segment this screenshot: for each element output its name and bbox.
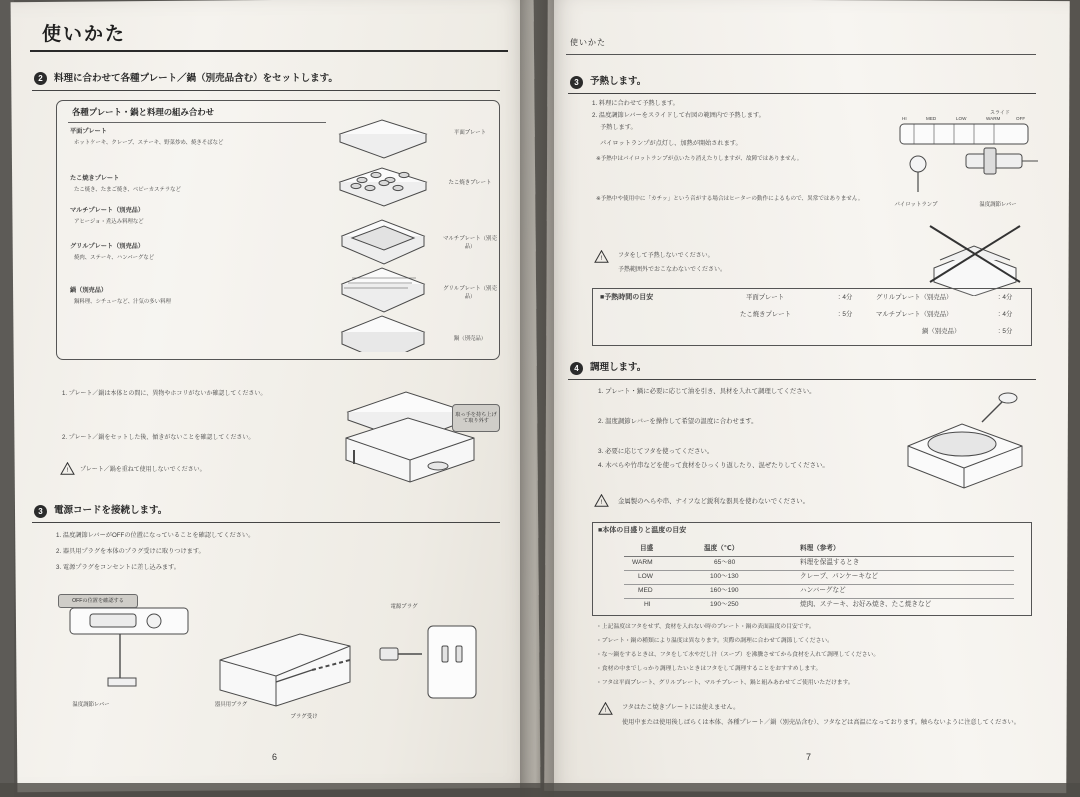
svg-text:WARM: WARM — [986, 116, 1001, 121]
preheat-row-0-item2: グリルプレート（別売品） — [876, 294, 953, 301]
temp-row-0-dish: 料理を保温するとき — [800, 559, 860, 566]
step-3-marker: 3 — [34, 505, 47, 518]
temp-col-2: 料理（参考） — [800, 545, 840, 552]
temp-row-2-dish: ハンバーグなど — [800, 587, 846, 594]
preheat-line-0: 1. 料理に合わせて予熱します。 — [592, 100, 679, 107]
step-cook-heading: 調理します。 — [590, 362, 647, 373]
panel-title: 各種プレート・鍋と料理の組み合わせ — [72, 107, 215, 117]
warning-icon-cook — [594, 494, 609, 507]
preheat-row-1-time2: ：4分 — [996, 311, 1013, 318]
step-cook-marker: 4 — [570, 362, 583, 375]
cook-line-1: 2. 温度調節レバーを操作して希望の温度に合わせます。 — [598, 418, 758, 425]
step-3-line-2: 3. 電源プラグをコンセントに差し込みます。 — [56, 564, 180, 571]
preheat-row-1-item2: マルチプレート（別売品） — [876, 311, 953, 318]
cook-footnote-3: ・食材の中までしっかり調理したいときはフタをして調理することをおすすめします。 — [596, 666, 822, 672]
plate-item-0-name: 平面プレート — [70, 128, 107, 135]
temp-row-2-scale: MED — [638, 587, 653, 594]
plate-item-4-desc: 鍋料理、シチューなど、汁気の多い料理 — [74, 299, 171, 305]
preheat-table-title: ■予熱時間の目安 — [600, 294, 654, 301]
cook-footnote-4: ・フタは平面プレート、グリルプレート、マルチプレート、鍋と組みあわせてご使用いただけます。 — [596, 680, 854, 686]
cook-footnote-0: ・上記温度はフタをせず、食材を入れない時のプレート・鍋の表面温度の目安です。 — [596, 624, 815, 630]
step-2-rule — [32, 90, 500, 91]
svg-text:!: ! — [600, 255, 603, 263]
warning-icon-preheat — [594, 250, 609, 263]
temp-row-0-rule — [624, 570, 1014, 571]
left-page-header: 使いかた — [42, 24, 127, 45]
step-cook-rule — [568, 379, 1036, 380]
temp-row-1-rule — [624, 584, 1014, 585]
illus-label-0: 平面プレート — [453, 130, 487, 136]
cook-line-0: 1. プレート・鍋に必要に応じて油を引き、具材を入れて調理してください。 — [598, 388, 816, 395]
temp-row-2-temp: 160〜190 — [710, 587, 739, 594]
svg-text:LOW: LOW — [956, 116, 967, 121]
cook-line-3: 4. 木べらや竹串などを使って食材をひっくり返したり、混ぜたりしてください。 — [598, 462, 829, 469]
svg-text:スライド: スライド — [990, 110, 1010, 116]
step-2-marker: 2 — [34, 72, 47, 85]
step-3-rule — [32, 522, 500, 523]
step-preheat-heading: 予熱します。 — [590, 76, 647, 87]
warning-icon-hot-surface — [598, 702, 613, 715]
preheat-row-0-item: 平面プレート — [746, 294, 785, 301]
temp-row-3-scale: HI — [644, 601, 651, 608]
preheat-line-4: ※予熱中や使用中に「カチッ」という音がする場合はヒーターの動作によるもので、異常ではありません。 — [596, 196, 864, 202]
preheat-row-1-time: ：5分 — [836, 311, 853, 318]
illus-label-2: マルチプレート（別売品） — [443, 236, 497, 250]
svg-text:!: ! — [600, 499, 603, 507]
plate-item-2-name: マルチプレート（別売品） — [70, 207, 145, 214]
preheat-line-1b: 予熱します。 — [600, 124, 637, 131]
plate-item-1-desc: たこ焼き、たまご焼き、ベビーカステラなど — [74, 187, 181, 193]
label-temp-lever: 温度調節レバー — [72, 702, 110, 708]
temp-head-rule — [624, 556, 1014, 557]
plate-item-3-desc: 焼肉、ステーキ、ハンバーグなど — [74, 255, 155, 261]
preheat-line-1: 2. 温度調節レバーをスライドして右図の範囲内で予熱します。 — [592, 112, 765, 119]
cook-caution2-0: フタはたこ焼きプレートには使えません。 — [622, 704, 740, 711]
preheat-row-2-time2: ：5分 — [996, 328, 1013, 335]
temp-row-2-rule — [624, 598, 1014, 599]
step-preheat-rule — [568, 93, 1036, 94]
preheat-row-0-time: ：4分 — [836, 294, 853, 301]
callout-remove-handle: 取っ手を持ち上げて取り外す — [452, 404, 500, 432]
step-2-note-0: 1. プレート／鍋は本体との間に、異物やホコリがないか確認してください。 — [62, 391, 267, 397]
svg-text:OFF: OFF — [1016, 116, 1026, 121]
temp-row-1-scale: LOW — [638, 573, 654, 580]
left-header-rule — [30, 50, 508, 52]
panel-title-rule — [68, 122, 326, 123]
no-lid-illustration — [916, 218, 1032, 296]
page-bottom-shadow — [0, 783, 1080, 797]
right-page-header: 使いかた — [570, 38, 606, 47]
preheat-illustration — [880, 96, 1050, 206]
step-2-heading: 料理に合わせて各種プレート／鍋（別売品含む）をセットします。 — [54, 73, 338, 84]
warning-icon-left-1 — [60, 462, 75, 475]
temp-row-0-temp: 65〜80 — [714, 559, 736, 566]
plate-item-2-desc: アヒージョ・煮込み料理など — [74, 219, 144, 225]
cook-footnote-1: ・プレート・鍋の種類により温度は異なります。実際の調理に合わせて調節してください。 — [596, 638, 833, 644]
plate-item-3-name: グリルプレート（別売品） — [70, 243, 145, 250]
book-gutter — [520, 0, 554, 797]
svg-text:MED: MED — [926, 116, 937, 121]
plate-item-4-name: 鍋（別売品） — [70, 287, 108, 294]
step-3-line-1: 2. 器具用プラグを本体のプラグ受けに取りつけます。 — [56, 548, 205, 555]
left-page-number: 6 — [272, 752, 278, 762]
temp-col-1: 温度（℃） — [704, 545, 739, 552]
illus-label-3: グリルプレート（別売品） — [443, 286, 497, 300]
preheat-time-table-box — [592, 288, 1032, 346]
cook-caution2-1: 使用中または使用後しばらくは本体、各種プレート／鍋（別売品含む）、フタなどは高温になっております。触らないように注意してください。 — [622, 719, 1020, 726]
temp-row-0-scale: WARM — [632, 559, 653, 566]
cook-line-2: 3. 必要に応じてフタを使ってください。 — [598, 448, 714, 455]
svg-text:!: ! — [604, 707, 607, 715]
preheat-row-0-time2: ：4分 — [996, 294, 1013, 301]
cooking-illustration — [890, 392, 1040, 492]
preheat-row-2-item2: 鍋（別売品） — [922, 328, 961, 335]
label-power-plug: 電源プラグ — [390, 604, 418, 610]
step-3-heading: 電源コードを接続します。 — [54, 505, 168, 516]
step-preheat-marker: 3 — [570, 76, 583, 89]
cook-caution: 金属製のへらや串、ナイフなど鋭利な器具を使わないでください。 — [618, 498, 810, 505]
preheat-line-2: パイロットランプが点灯し、加熱が開始されます。 — [600, 140, 742, 147]
temp-row-1-dish: クレープ、パンケーキなど — [800, 573, 879, 580]
label-appliance-plug: 器具用プラグ — [214, 702, 248, 708]
preheat-caution-0: フタをして予熱しないでください。 — [618, 253, 714, 259]
temp-col-0: 目盛 — [640, 545, 654, 552]
callout-off-position: OFFの位置を確認する — [58, 594, 138, 608]
plate-illustrations — [330, 112, 440, 352]
preheat-caution-1: 予熱範囲外でおこなわないでください。 — [618, 267, 727, 273]
step-3-line-0: 1. 温度調節レバーがOFFの位置になっていることを確認してください。 — [56, 532, 255, 539]
preheat-line-3: ※予熱中はパイロットランプが点いたり消えたりしますが、故障ではありません。 — [596, 156, 803, 162]
right-header-rule — [566, 54, 1036, 55]
temp-row-1-temp: 100〜130 — [710, 573, 739, 580]
step-2-note-1: 2. プレート／鍋をセットした後、傾きがないことを確認してください。 — [62, 435, 255, 441]
label-plug-socket: プラグ受け — [290, 714, 318, 720]
appliance-illustration — [318, 378, 498, 488]
svg-text:!: ! — [66, 467, 69, 475]
illus-label-1: たこ焼きプレート — [448, 180, 492, 186]
illus-label-4: 鍋（別売品） — [453, 336, 487, 342]
step-2-caution: プレート／鍋を重ねて使用しないでください。 — [80, 467, 206, 473]
temp-row-3-temp: 190〜250 — [710, 601, 739, 608]
cook-footnote-2: ・な〜鍋をするときは、フタをして水やだし汁（スープ）を沸騰させてから食材を入れて調理してください。 — [596, 652, 880, 658]
label-pilot-lamp: パイロットランプ — [894, 202, 938, 208]
right-page-number: 7 — [806, 752, 812, 762]
label-temp-lever-right: 温度調節レバー — [979, 202, 1017, 208]
temp-table-title: ■本体の目盛りと温度の目安 — [598, 527, 687, 534]
preheat-row-1-item: たこ焼きプレート — [740, 311, 791, 318]
plate-item-1-name: たこ焼きプレート — [70, 175, 120, 182]
temp-row-3-dish: 焼肉、ステーキ、お好み焼き、たこ焼きなど — [800, 601, 932, 608]
svg-text:HI: HI — [902, 116, 907, 121]
plate-item-0-desc: ホットケーキ、クレープ、ステーキ、野菜炒め、焼きそばなど — [74, 140, 224, 146]
